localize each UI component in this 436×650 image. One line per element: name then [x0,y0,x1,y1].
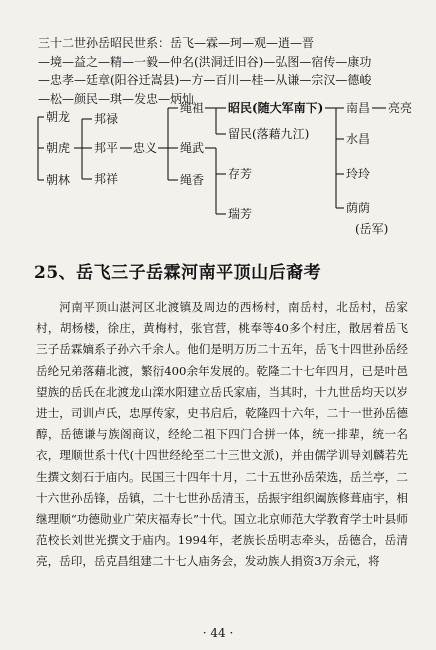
tree-node: 朝虎 [46,141,71,155]
tree-node: 水昌 [346,132,371,146]
tree-node: 绳武 [180,141,205,155]
lineage-line: —境—益之—精—一毅—仲名(洪洞迁旧谷)—弘图—宿传—康功 [38,54,372,69]
tree-node: 绳祖 [180,101,205,115]
lineage-line: 三十二世孙岳昭民世系：岳飞—霖—珂—观—逍—晋 [38,36,315,50]
tree-node: 亮亮 [388,101,413,115]
lineage-line: —松—颜民—琪—发忠—炳灿 [38,91,195,106]
tree-node: 瑞芳 [228,207,253,221]
tree-node: 玲玲 [346,167,371,181]
tree-node: 南昌 [346,101,371,115]
tree-node: 邦祥 [94,172,119,186]
tree-node: 朝龙 [46,110,71,124]
tree-node: 绳香 [180,173,205,187]
tree-node: 荫荫 [346,201,371,215]
section-title: 25、岳飞三子岳霖河南平顶山后裔考 [34,263,322,283]
lineage-line: —忠孝—廷章(阳谷迁嵩县)—方—百川—桂—从谦—宗汉—德峻 [38,73,372,87]
tree-node: 昭民(随大军南下) [228,101,324,115]
tree-node: 朝林 [46,173,71,187]
family-tree [0,90,436,240]
body-text [36,297,408,573]
tree-node: 忠义 [133,141,158,155]
paragraph: 河南平顶山湛河区北渡镇及周边的西杨村，南岳村，北岳村，岳家村，胡杨楼，徐庄，黄梅村，张官营，桃奉等40多个村庄，散居着岳飞三子岳霖嫡系子孙六千余人。他们是明万历二十五年，岳飞十四世孙岳经岳纶兄弟落藉北渡，繁衍400余年发展的。乾隆二十七年四月，已是叶邑望族的岳氏在北渡龙山滦水阳建立岳氏家庙，当其时，十九世岳均天以岁进士，司训卢氏，忠厚传家，史书启后，乾隆四十六年，二十一世孙岳德醇，岳德谦与族阁商议，经纶二祖下四门合拼一体，统一排辈，统一名衣，理顺世系十代(十四世经纶至二十三世文派)，并由儒学训导刘麟若先生撰文刻石于庙内。民国三十四年十月，二十五世孙岳荣选，岳兰亭，二十六世孙岳锋，岳镇，二十七世孙岳清玉，岳振宇组织阖族修葺庙宇，相继理顺“功德勋业广荣庆福寿长”十代。国立北京师范大学教育学士叶县师范校长刘世光撰文于庙内。1994年，老族长岳明志牵头，岳德合，岳清亮，岳印，岳克昌组建二十七人庙务会，发动族人捐资3万余元，将 [36,300,408,569]
tree-node: 留民(落藉九江) [228,127,310,141]
tree-node: 存芳 [228,167,253,181]
page-number: · 44 · [202,626,234,640]
author-caption: (岳军) [355,222,389,236]
tree-node: 邦平 [94,141,119,155]
tree-node: 邦禄 [94,112,119,126]
